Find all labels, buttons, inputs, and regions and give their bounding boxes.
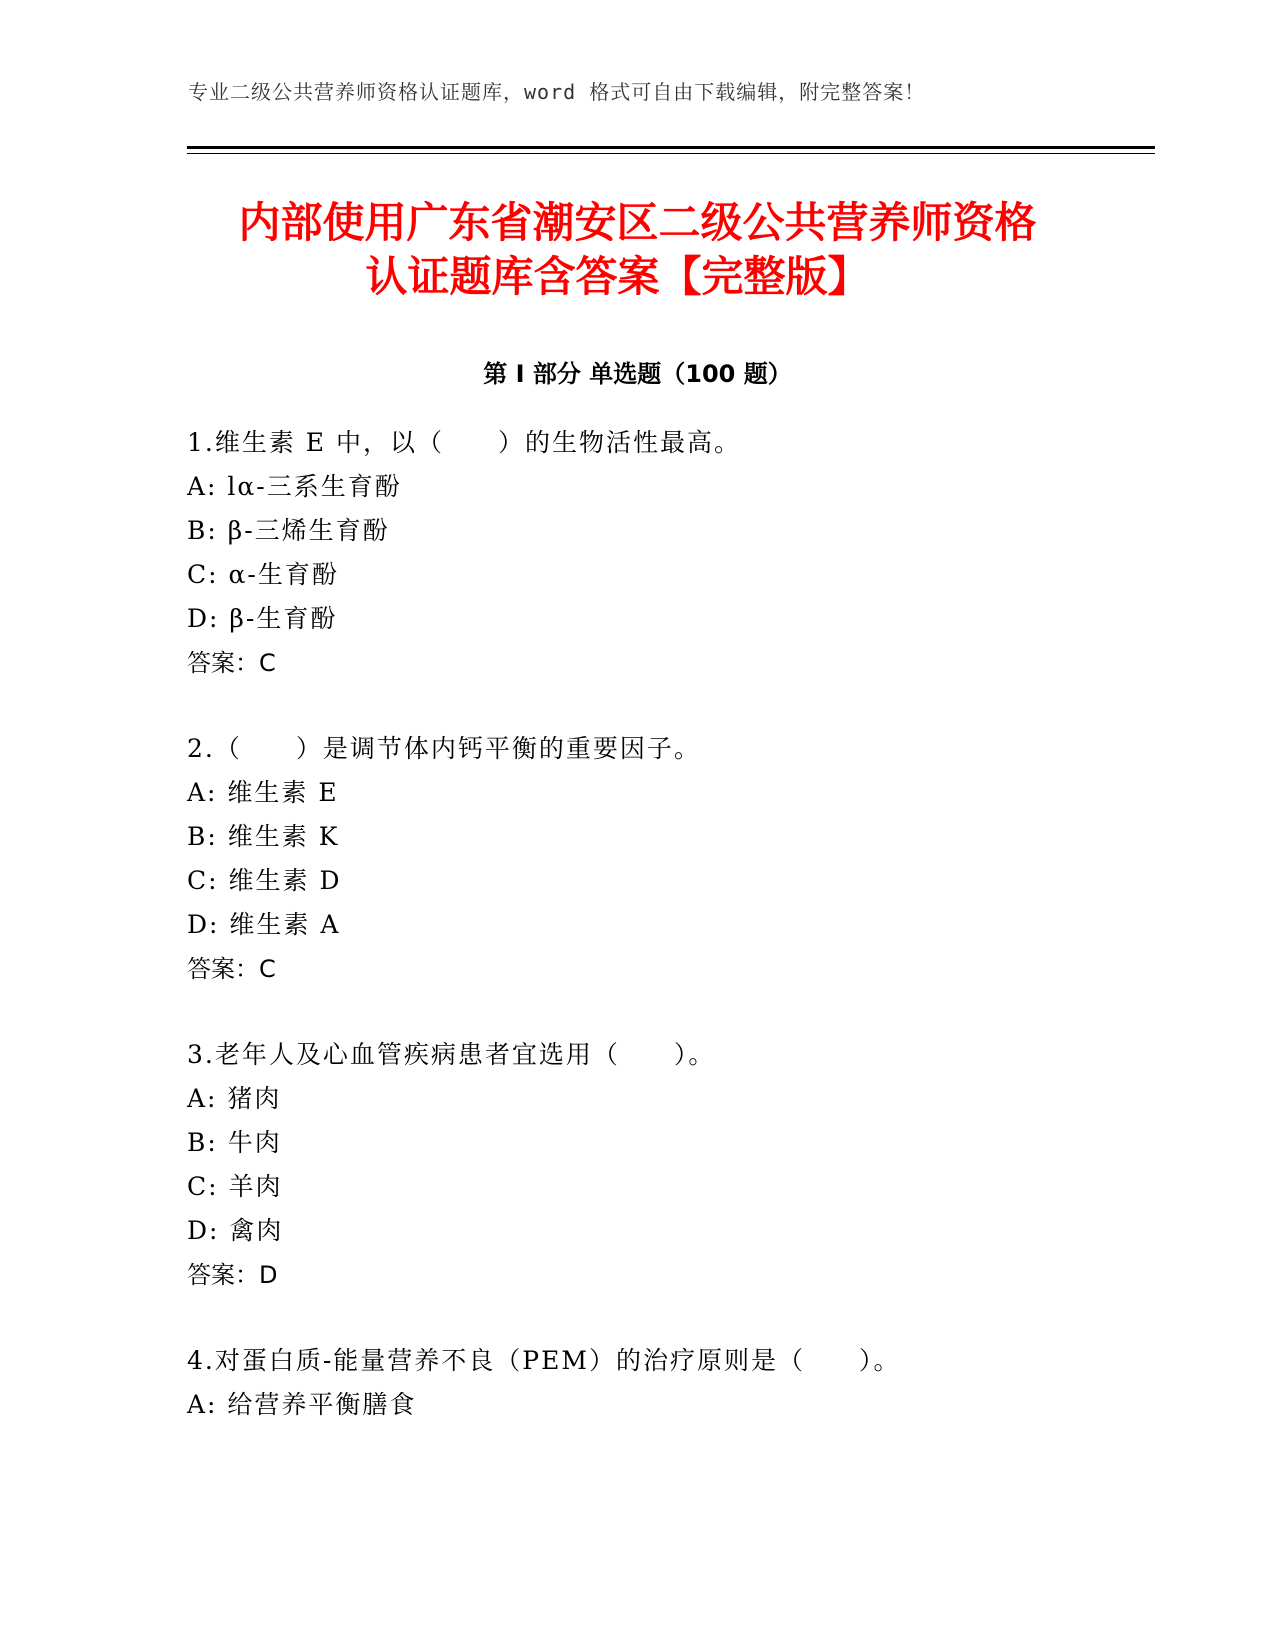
question-1-stem: 1.维生素 E 中，以（ ）的生物活性最高。 xyxy=(187,428,741,457)
header-rule-thin xyxy=(187,153,1155,154)
question-2-stem: 2.（ ）是调节体内钙平衡的重要因子。 xyxy=(187,734,701,763)
question-3-option-c: C: 羊肉 xyxy=(187,1172,283,1201)
title-line-1: 内部使用广东省潮安区二级公共营养师资格 xyxy=(238,198,1037,247)
header-note: 专业二级公共营养师资格认证题库，word 格式可自由下载编辑，附完整答案！ xyxy=(188,80,926,104)
title-line-2: 认证题库含答案【完整版】 xyxy=(365,252,870,301)
question-1-option-a: A: lα-三系生育酚 xyxy=(187,472,402,501)
question-3-answer: 答案：D xyxy=(187,1261,278,1289)
question-4-option-a: A: 给营养平衡膳食 xyxy=(187,1390,417,1419)
question-1-option-d: D: β-生育酚 xyxy=(187,604,338,633)
question-2-option-c: C: 维生素 D xyxy=(187,866,342,895)
question-2-option-a: A: 维生素 E xyxy=(187,778,339,807)
question-3-option-d: D: 禽肉 xyxy=(187,1216,284,1245)
question-2-option-b: B: 维生素 K xyxy=(187,822,340,851)
question-3-option-b: B: 牛肉 xyxy=(187,1128,282,1157)
section-title: 第 I 部分 单选题（100 题） xyxy=(483,360,792,388)
question-3-stem: 3.老年人及心血管疾病患者宜选用（ ）。 xyxy=(187,1040,716,1069)
header-rule-thick xyxy=(187,146,1155,149)
question-2-option-d: D: 维生素 A xyxy=(187,910,341,939)
question-2-answer: 答案：C xyxy=(187,955,276,983)
question-1-answer: 答案：C xyxy=(187,649,276,677)
question-1-option-b: B: β-三烯生育酚 xyxy=(187,516,390,545)
question-4-stem: 4.对蛋白质-能量营养不良（PEM）的治疗原则是（ ）。 xyxy=(187,1346,901,1375)
question-3-option-a: A: 猪肉 xyxy=(187,1084,282,1113)
question-1-option-c: C: α-生育酚 xyxy=(187,560,339,589)
document-title xyxy=(0,196,1275,304)
